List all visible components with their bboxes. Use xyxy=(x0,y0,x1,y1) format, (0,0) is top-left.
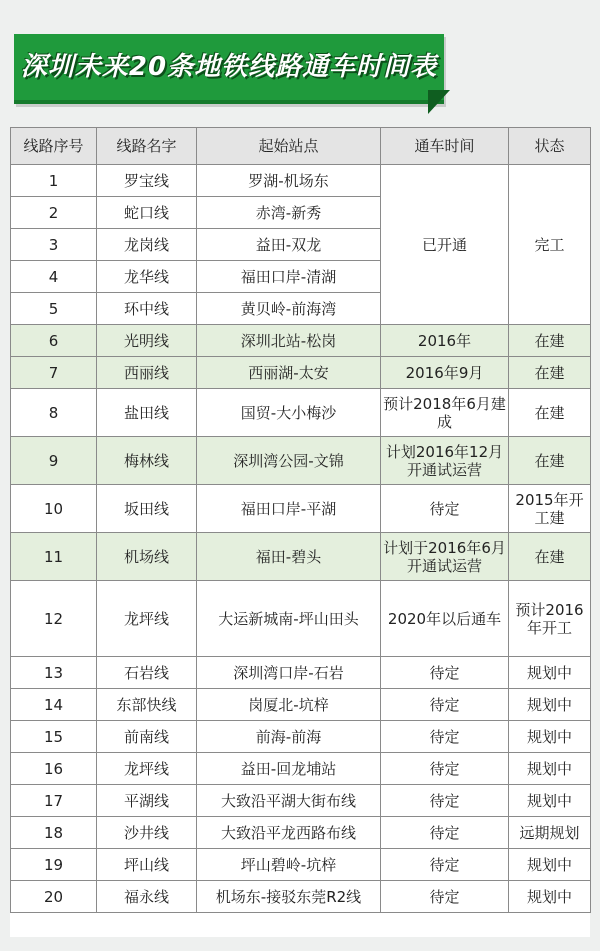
table-row xyxy=(11,753,591,785)
table-row xyxy=(11,785,591,817)
cell-open-time: 待定 xyxy=(381,753,509,785)
cell-status: 规划中 xyxy=(509,689,591,721)
cell-open-time: 预计2018年6月建成 xyxy=(381,389,509,437)
cell-status: 2015年开工建 xyxy=(509,485,591,533)
cell-stations: 黄贝岭-前海湾 xyxy=(197,293,381,325)
table-row xyxy=(11,437,591,485)
cell-line-no: 12 xyxy=(11,581,97,657)
cell-line-no: 17 xyxy=(11,785,97,817)
cell-stations: 深圳北站-松岗 xyxy=(197,325,381,357)
table-row xyxy=(11,689,591,721)
cell-status: 规划中 xyxy=(509,849,591,881)
header-line-no: 线路序号 xyxy=(11,128,97,165)
cell-stations: 益田-回龙埔站 xyxy=(197,753,381,785)
cell-stations: 岗厦北-坑梓 xyxy=(197,689,381,721)
table-row xyxy=(11,881,591,913)
cell-line-no: 19 xyxy=(11,849,97,881)
metro-schedule-table xyxy=(10,127,591,913)
cell-line-no: 15 xyxy=(11,721,97,753)
cell-open-time: 待定 xyxy=(381,485,509,533)
cell-line-no: 7 xyxy=(11,357,97,389)
title-banner xyxy=(14,34,454,114)
cell-open-time: 计划于2016年6月开通试运营 xyxy=(381,533,509,581)
cell-line-name: 龙华线 xyxy=(97,261,197,293)
cell-stations: 赤湾-新秀 xyxy=(197,197,381,229)
cell-line-no: 6 xyxy=(11,325,97,357)
cell-open-time: 待定 xyxy=(381,689,509,721)
cell-line-name: 罗宝线 xyxy=(97,165,197,197)
cell-line-no: 16 xyxy=(11,753,97,785)
cell-line-name: 东部快线 xyxy=(97,689,197,721)
header-open-time: 通车时间 xyxy=(381,128,509,165)
table-row xyxy=(11,849,591,881)
cell-stations: 国贸-大小梅沙 xyxy=(197,389,381,437)
cell-line-name: 石岩线 xyxy=(97,657,197,689)
table-row xyxy=(11,533,591,581)
cell-open-time: 待定 xyxy=(381,881,509,913)
cell-line-no: 8 xyxy=(11,389,97,437)
table-row xyxy=(11,325,591,357)
cell-line-name: 光明线 xyxy=(97,325,197,357)
cell-status: 在建 xyxy=(509,325,591,357)
cell-line-name: 机场线 xyxy=(97,533,197,581)
cell-status: 规划中 xyxy=(509,721,591,753)
cell-line-name: 沙井线 xyxy=(97,817,197,849)
cell-open-time: 2016年 xyxy=(381,325,509,357)
cell-status: 规划中 xyxy=(509,657,591,689)
cell-line-name: 坂田线 xyxy=(97,485,197,533)
table-row xyxy=(11,817,591,849)
cell-open-time: 2016年9月 xyxy=(381,357,509,389)
cell-stations: 深圳湾公园-文锦 xyxy=(197,437,381,485)
cell-line-name: 龙坪线 xyxy=(97,753,197,785)
cell-line-no: 2 xyxy=(11,197,97,229)
cell-stations: 大致沿平龙西路布线 xyxy=(197,817,381,849)
cell-line-name: 坪山线 xyxy=(97,849,197,881)
cell-line-name: 梅林线 xyxy=(97,437,197,485)
cell-open-time-merged: 已开通 xyxy=(381,165,509,325)
cell-status: 在建 xyxy=(509,437,591,485)
cell-status: 在建 xyxy=(509,389,591,437)
cell-line-name: 龙坪线 xyxy=(97,581,197,657)
table-row xyxy=(11,657,591,689)
cell-status-merged: 完工 xyxy=(509,165,591,325)
header-status: 状态 xyxy=(509,128,591,165)
cell-line-name: 平湖线 xyxy=(97,785,197,817)
cell-stations: 深圳湾口岸-石岩 xyxy=(197,657,381,689)
cell-stations: 福田口岸-清湖 xyxy=(197,261,381,293)
cell-line-no: 4 xyxy=(11,261,97,293)
cell-open-time: 2020年以后通车 xyxy=(381,581,509,657)
cell-stations: 益田-双龙 xyxy=(197,229,381,261)
cell-line-no: 20 xyxy=(11,881,97,913)
cell-open-time: 计划2016年12月开通试运营 xyxy=(381,437,509,485)
cell-stations: 前海-前海 xyxy=(197,721,381,753)
table-row xyxy=(11,165,591,197)
page-title: 深圳未来20条地铁线路通车时间表 xyxy=(20,52,438,82)
cell-stations: 福田口岸-平湖 xyxy=(197,485,381,533)
cell-line-name: 西丽线 xyxy=(97,357,197,389)
cell-line-name: 盐田线 xyxy=(97,389,197,437)
cell-status: 在建 xyxy=(509,357,591,389)
cell-line-no: 3 xyxy=(11,229,97,261)
table-row xyxy=(11,721,591,753)
cell-stations: 福田-碧头 xyxy=(197,533,381,581)
header-stations: 起始站点 xyxy=(197,128,381,165)
table-row xyxy=(11,357,591,389)
cell-line-no: 10 xyxy=(11,485,97,533)
schedule-sheet xyxy=(10,127,590,937)
cell-open-time: 待定 xyxy=(381,657,509,689)
table-row xyxy=(11,389,591,437)
cell-stations: 大运新城南-坪山田头 xyxy=(197,581,381,657)
cell-line-no: 11 xyxy=(11,533,97,581)
table-row xyxy=(11,485,591,533)
cell-status: 规划中 xyxy=(509,785,591,817)
cell-line-no: 9 xyxy=(11,437,97,485)
cell-stations: 罗湖-机场东 xyxy=(197,165,381,197)
table-row xyxy=(11,581,591,657)
cell-status: 预计2016年开工 xyxy=(509,581,591,657)
cell-stations: 坪山碧岭-坑梓 xyxy=(197,849,381,881)
cell-open-time: 待定 xyxy=(381,785,509,817)
cell-status: 规划中 xyxy=(509,881,591,913)
cell-line-name: 前南线 xyxy=(97,721,197,753)
cell-status: 远期规划 xyxy=(509,817,591,849)
cell-stations: 西丽湖-太安 xyxy=(197,357,381,389)
cell-open-time: 待定 xyxy=(381,817,509,849)
cell-line-no: 14 xyxy=(11,689,97,721)
cell-line-name: 蛇口线 xyxy=(97,197,197,229)
header-line-name: 线路名字 xyxy=(97,128,197,165)
table-header-row xyxy=(11,128,591,165)
cell-line-name: 福永线 xyxy=(97,881,197,913)
cell-open-time: 待定 xyxy=(381,849,509,881)
cell-line-no: 5 xyxy=(11,293,97,325)
cell-line-name: 环中线 xyxy=(97,293,197,325)
cell-line-name: 龙岗线 xyxy=(97,229,197,261)
cell-open-time: 待定 xyxy=(381,721,509,753)
cell-line-no: 13 xyxy=(11,657,97,689)
cell-status: 在建 xyxy=(509,533,591,581)
cell-status: 规划中 xyxy=(509,753,591,785)
cell-line-no: 1 xyxy=(11,165,97,197)
cell-stations: 机场东-接驳东莞R2线 xyxy=(197,881,381,913)
cell-line-no: 18 xyxy=(11,817,97,849)
cell-stations: 大致沿平湖大街布线 xyxy=(197,785,381,817)
